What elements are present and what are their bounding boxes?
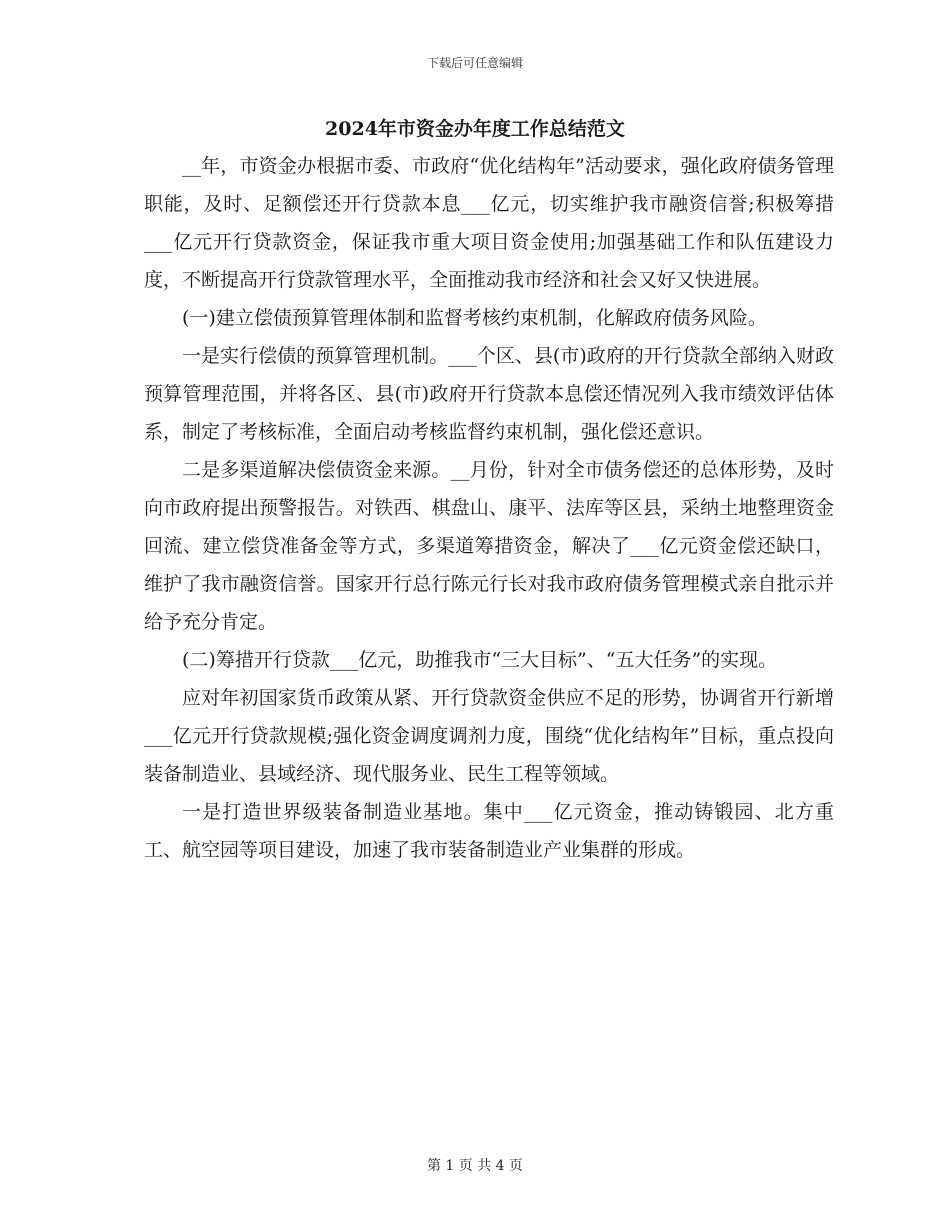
paragraph-section-1-heading: (一)建立偿债预算管理体制和监督考核约束机制，化解政府债务风险。 (182, 307, 767, 329)
paragraph-intro: __年，市资金办根据市委、市政府“优化结构年”活动要求，强化政府债务管理职能，及时、足额偿还开行贷款本息___亿元，切实维护我市融资信誉;积极筹措___亿元开行贷款资金，保证我市重大项目资金使用;加强基础工作和队伍建设力度，不断提高开行贷款管理水平，全面推动我市经济和社会又好又快进展。 (144, 155, 834, 291)
page-number: 第 1 页 共 4 页 (426, 1158, 524, 1174)
paragraph-funding-sources: 二是多渠道解决偿债资金来源。__月份，针对全市债务偿还的总体形势，及时向市政府提出预警报告。对铁西、棋盘山、康平、法库等区县，采纳土地整理资金回流、建立偿贷准备金等方式，多渠道筹措资金，解决了___亿元资金偿还缺口，维护了我市融资信誉。国家开行总行陈元行长对我市政府债务管理模式亲自批示并给予充分肯定。 (144, 459, 834, 633)
paragraph-manufacturing-base: 一是打造世界级装备制造业基地。集中___亿元资金，推动铸锻园、北方重工、航空园等项目建设，加速了我市装备制造业产业集群的形成。 (144, 801, 834, 861)
paragraph-section-2-heading: (二)筹措开行贷款___亿元，助推我市“三大目标”、“五大任务”的实现。 (182, 649, 778, 671)
document-body (144, 147, 834, 869)
header-note: 下载后可任意编辑 (426, 56, 523, 70)
paragraph-loan-scale: 应对年初国家货币政策从紧、开行贷款资金供应不足的形势，协调省开行新增___亿元开行贷款规模;强化资金调度调剂力度，围绕“优化结构年”目标，重点投向装备制造业、县域经济、现代服务业、民生工程等领域。 (144, 687, 834, 785)
document-title: 2024年市资金办年度工作总结范文 (325, 118, 625, 140)
paragraph-budget-mechanism: 一是实行偿债的预算管理机制。___个区、县(市)政府的开行贷款全部纳入财政预算管理范围，并将各区、县(市)政府开行贷款本息偿还情况列入我市绩效评估体系，制定了考核标准，全面启动考核监督约束机制，强化偿还意识。 (144, 345, 834, 443)
